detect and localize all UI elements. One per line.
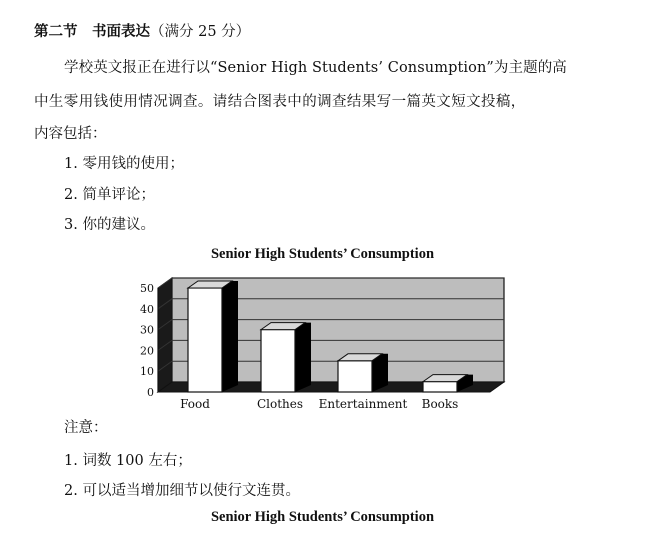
- chart-y-ticks: [140, 282, 154, 399]
- y-tick-label: 10: [140, 365, 154, 379]
- y-tick-label: 0: [147, 386, 154, 399]
- bar-chart: [130, 268, 510, 413]
- x-tick-label: Entertainment: [318, 397, 408, 411]
- bar: [188, 288, 222, 392]
- section-score: （满分 25 分）: [150, 24, 251, 40]
- section-heading-text: 第二节 书面表达: [34, 23, 150, 40]
- bar: [423, 382, 457, 392]
- prompt-line-1: 学校英文报正在进行以“Senior High Students’ Consumption”为主题的高: [64, 60, 567, 76]
- requirement-1: 1. 零用钱的使用；: [64, 156, 184, 172]
- answer-title: Senior High Students’ Consumption: [210, 509, 435, 525]
- y-tick-label: 30: [140, 323, 154, 337]
- y-tick-label: 20: [140, 344, 154, 358]
- note-1: 1. 词数 100 左右；: [64, 453, 192, 469]
- bar-shadow: [222, 281, 238, 392]
- x-tick-label: Books: [421, 397, 459, 411]
- bar-shadow: [295, 323, 311, 392]
- requirement-3: 3. 你的建议。: [64, 217, 155, 233]
- x-tick-label: Food: [180, 397, 210, 411]
- y-tick-label: 40: [140, 302, 154, 316]
- chart-x-labels: [180, 397, 458, 411]
- note-2: 2. 可以适当增加细节以使行文连贯。: [64, 483, 300, 499]
- y-tick-label: 50: [140, 282, 154, 295]
- chart-side-wall: [158, 278, 172, 392]
- prompt-line-3: 内容包括：: [34, 126, 107, 142]
- bar: [338, 361, 372, 392]
- requirement-2: 2. 简单评论；: [64, 187, 155, 203]
- section-heading: [34, 22, 250, 42]
- notes-title: 注意：: [64, 420, 108, 436]
- prompt-line-2: 中生零用钱使用情况调查。请结合图表中的调查结果写一篇英文短文投稿，: [34, 94, 526, 110]
- chart-title: Senior High Students’ Consumption: [210, 246, 435, 262]
- x-tick-label: Clothes: [256, 397, 304, 411]
- bar: [261, 330, 295, 392]
